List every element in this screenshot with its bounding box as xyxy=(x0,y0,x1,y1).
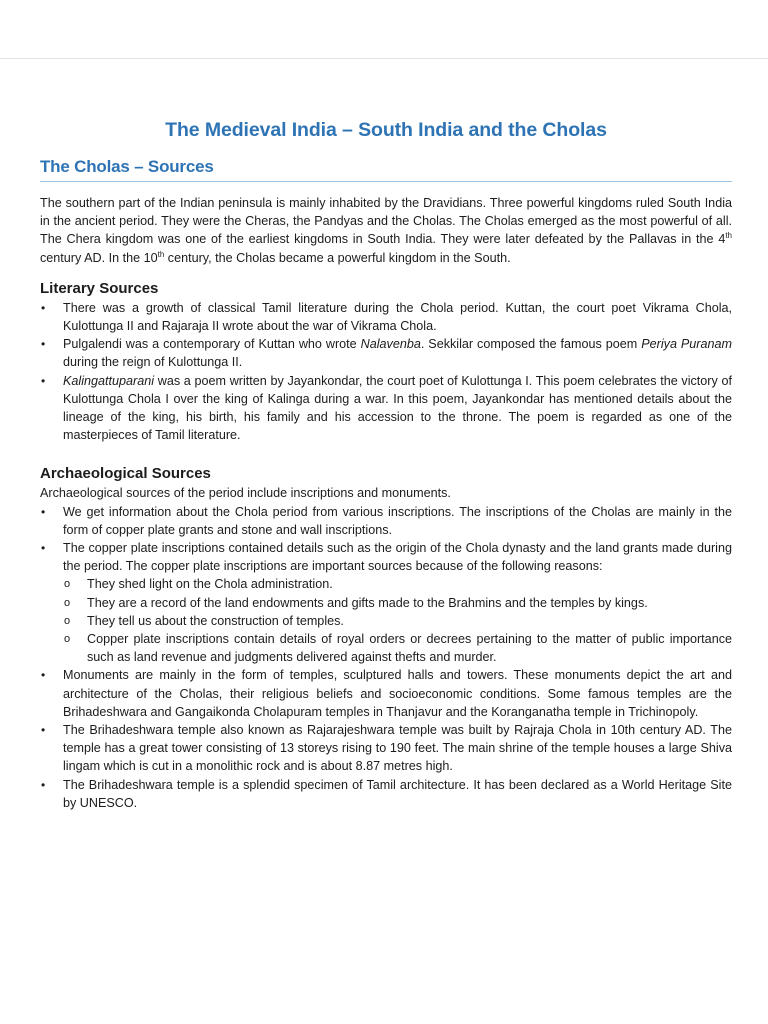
bullet-icon: • xyxy=(41,373,46,388)
ordinal-suffix: th xyxy=(157,249,165,259)
sub-list-item xyxy=(64,594,732,612)
bullet-icon: • xyxy=(41,723,46,738)
list-item-text: There was a growth of classical Tamil literature during the Chola period. Kuttan, the court poet Vikrama Chola, Kulottunga II and Rajaraja II wrote about the war of Vikrama Chola. xyxy=(63,300,732,334)
sub-list-item-text: Copper plate inscriptions contain details of royal orders or decrees pertaining to the matter of public importance such as land revenue and judgments delivered against thefts and murder. xyxy=(87,632,732,665)
section-heading: The Cholas – Sources xyxy=(40,155,732,182)
list-item xyxy=(40,299,732,335)
list-item-text: The Brihadeshwara temple also known as Rajarajeshwara temple was built by Rajraja Chola in 10th century AD. The temple has a great tower consisting of 13 storeys rising to 190 feet. The main shrine of the temple houses a large Shiva lingam which is cut in a monolithic rock and is about 8.87 metres high. xyxy=(63,723,732,774)
list-item xyxy=(40,539,732,575)
list-item xyxy=(40,372,732,445)
sub-list-item xyxy=(64,575,732,593)
work-title: Kalingattuparani xyxy=(63,373,155,388)
sub-list-item xyxy=(64,612,732,630)
bullet-icon: • xyxy=(41,541,46,556)
sub-list-item-text: They tell us about the construction of temples. xyxy=(87,613,344,628)
list-item-text: . Sekkilar composed the famous poem xyxy=(420,337,642,352)
circle-bullet-icon: o xyxy=(64,633,71,646)
bullet-icon: • xyxy=(41,777,46,792)
list-item xyxy=(40,503,732,539)
intro-text-3: century, the Cholas became a powerful kingdom in the South. xyxy=(164,250,511,265)
circle-bullet-icon: o xyxy=(64,596,71,609)
intro-text-1: The southern part of the Indian peninsula is mainly inhabited by the Dravidians. Three powerful kingdoms ruled South India in the ancient period. They were the Cheras, the Pandyas and the Cholas. The Cholas emerged as the most powerful of all. The Chera kingdom was one of the earliest kingdoms in South India. They were later defeated by the Pallavas in the 4 xyxy=(40,196,732,247)
document-title: The Medieval India – South India and the Cholas xyxy=(165,119,607,141)
bullet-icon: • xyxy=(41,337,46,352)
intro-text-2: century AD. In the 10 xyxy=(40,250,158,265)
list-item xyxy=(40,335,732,371)
bullet-icon: • xyxy=(41,668,46,683)
list-item xyxy=(40,776,732,812)
list-item xyxy=(40,666,732,721)
work-title: Nalavenba xyxy=(360,337,421,352)
sub-list-item xyxy=(64,630,732,666)
list-item-text: The copper plate inscriptions contained details such as the origin of the Chola dynasty and the land grants made during the period. The copper plate inscriptions are important sources because of the following reasons: xyxy=(63,541,732,574)
bullet-icon: • xyxy=(41,300,46,315)
ordinal-suffix: th xyxy=(725,231,732,241)
bullet-icon: • xyxy=(41,504,46,519)
list-item-text: during the reign of Kulottunga II. xyxy=(63,355,243,370)
work-title: Periya Puranam xyxy=(641,337,732,352)
sub-list-item-text: They shed light on the Chola administration. xyxy=(87,577,333,592)
archaeological-sources-list xyxy=(40,503,732,576)
archaeological-sources-list-continued xyxy=(40,666,732,812)
intro-paragraph xyxy=(40,194,732,267)
list-item-text: The Brihadeshwara temple is a splendid specimen of Tamil architecture. It has been declared as a World Heritage Site by UNESCO. xyxy=(63,777,732,810)
reasons-list xyxy=(40,575,732,666)
list-item-text: was a poem written by Jayankondar, the court poet of Kulottunga I. This poem celebrates the victory of Kulottunga Chola I over the king of Kalinga during a war. In this poem, Jayankondar has mentioned details about the lineage of the king, his birth, his family and his accession to the throne. The poem is regarded as one of the masterpieces of Tamil literature. xyxy=(63,373,732,443)
archaeological-sources-heading: Archaeological Sources xyxy=(40,465,211,483)
circle-bullet-icon: o xyxy=(64,614,71,627)
sub-list-item-text: They are a record of the land endowments and gifts made to the Brahmins and the temples by kings. xyxy=(87,595,648,610)
literary-sources-heading: Literary Sources xyxy=(40,279,159,297)
archaeological-intro: Archaeological sources of the period include inscriptions and monuments. xyxy=(40,486,451,501)
page-top-divider xyxy=(0,58,768,59)
list-item-text: Pulgalendi was a contemporary of Kuttan who wrote xyxy=(63,337,361,352)
circle-bullet-icon: o xyxy=(64,578,71,591)
document-page xyxy=(40,116,732,812)
list-item xyxy=(40,721,732,776)
literary-sources-list xyxy=(40,299,732,445)
list-item-text: We get information about the Chola period from various inscriptions. The inscriptions of the Cholas are mainly in the form of copper plate grants and stone and wall inscriptions. xyxy=(63,504,732,537)
list-item-text: Monuments are mainly in the form of temples, sculptured halls and towers. These monuments depict the art and architecture of the Cholas, their religious beliefs and socioeconomic conditions. Some famous temples are the Brihadeshwara and Gangaikonda Cholapuram temples in Thanjavur and the Koranganatha temple in Trichinopoly. xyxy=(63,668,732,719)
